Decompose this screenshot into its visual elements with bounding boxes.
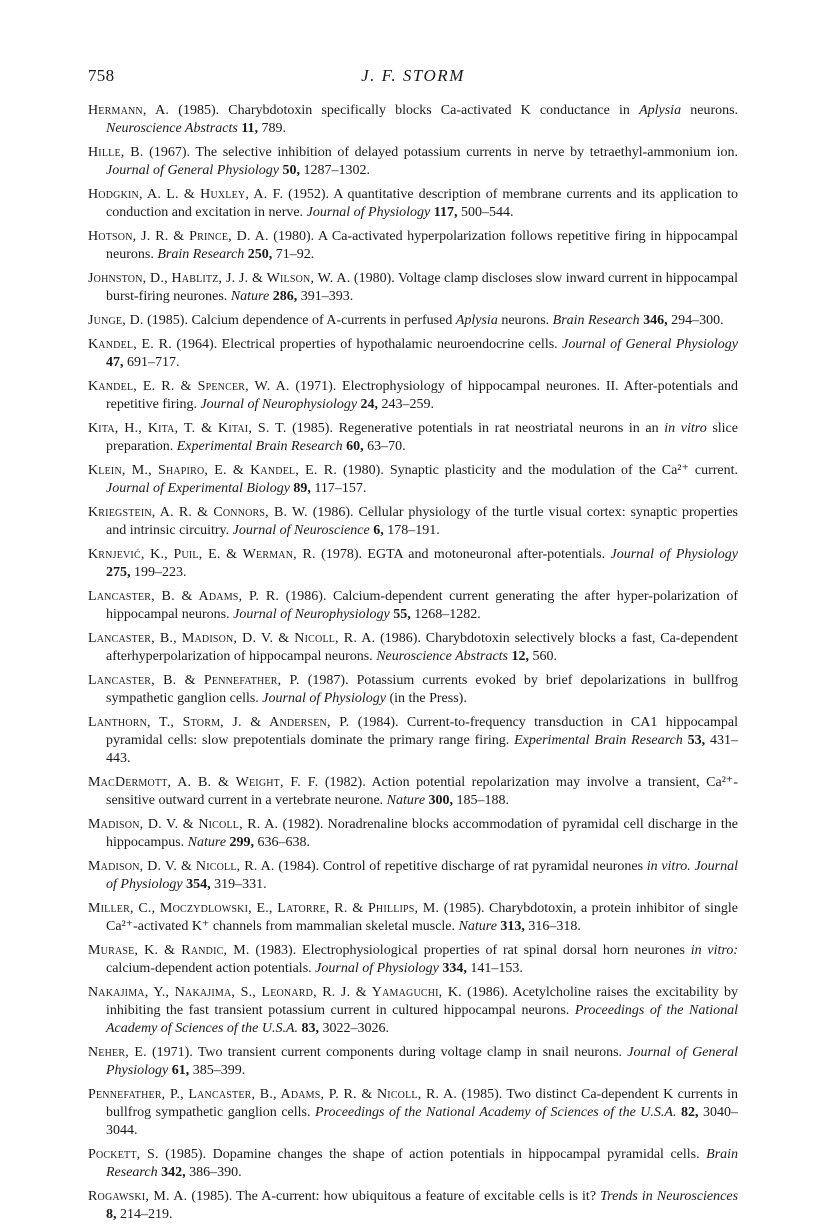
reference-item [88, 1188, 738, 1224]
reference-journal: Nature [458, 919, 497, 934]
reference-year: (1985). [461, 1087, 503, 1102]
reference-title: Dopamine changes the shape of action potentials in hippocampal pyramidal cells. [212, 1147, 700, 1162]
reference-authors: Hermann, A. [88, 103, 170, 118]
reference-title: Two transient current components during voltage clamp in snail neurons. [197, 1045, 623, 1060]
reference-list [88, 102, 738, 1230]
running-title: J. F. STORM [361, 66, 465, 85]
reference-journal: Journal of Neurophysiology [200, 397, 358, 412]
reference-journal: Brain Research [157, 247, 245, 262]
reference-authors: Miller, C., Moczydlowski, E., Latorre, R. & Phillips, M. [88, 901, 440, 916]
reference-authors: Kriegstein, A. R. & Connors, B. W. [88, 505, 308, 520]
reference-title-italic: Aplysia [639, 103, 682, 118]
reference-item [88, 228, 738, 264]
reference-journal: Proceedings of the National Academy of Sciences of the U.S.A. [106, 1003, 738, 1036]
reference-year: (1986). [285, 589, 327, 604]
reference-title: Regenerative potentials in rat neostriatal neurons in an [338, 421, 659, 436]
reference-trailer: (in the Press). [389, 691, 467, 706]
reference-item [88, 630, 738, 666]
reference-item [88, 378, 738, 414]
reference-journal: Journal of Experimental Biology [106, 481, 290, 496]
reference-title: Potassium currents evoked by brief depolarizations in bullfrog sympathetic ganglion cells. [106, 673, 739, 706]
reference-item [88, 546, 738, 582]
reference-title: EGTA and motoneuronal after-potentials. [367, 547, 606, 562]
reference-title: Cellular physiology of the turtle visual cortex: synaptic properties and intrinsic circuitry. [106, 505, 739, 538]
reference-volume: 82, [681, 1105, 699, 1120]
reference-pages: 214–219. [120, 1207, 173, 1222]
reference-volume: 12, [511, 649, 529, 664]
reference-pages: 185–188. [456, 793, 510, 808]
reference-volume: 313, [500, 919, 525, 934]
reference-item [88, 462, 738, 498]
reference-volume: 60, [346, 439, 364, 454]
reference-title-tail: neurons. [690, 103, 739, 118]
reference-title: Electrophysiological properties of rat spinal dorsal horn neurones [302, 943, 685, 958]
reference-title: The selective inhibition of delayed potassium currents in nerve by tetraethyl-ammonium ion. [195, 145, 739, 160]
reference-item [88, 774, 738, 810]
reference-pages: 141–153. [470, 961, 523, 976]
reference-volume: 6, [373, 523, 384, 538]
reference-year: (1985). [191, 1189, 233, 1204]
reference-year: (1986). [312, 505, 354, 520]
reference-item [88, 984, 738, 1038]
reference-year: (1964). [176, 337, 218, 352]
reference-year: (1971). [152, 1045, 193, 1060]
reference-authors: Lanthorn, T., Storm, J. & Andersen, P. [88, 715, 350, 730]
reference-volume: 11, [241, 121, 259, 136]
reference-journal: Experimental Brain Research [176, 439, 343, 454]
reference-authors: Klein, M., Shapiro, E. & Kandel, E. R. [88, 463, 338, 478]
reference-journal: Journal of General Physiology [106, 1045, 739, 1078]
reference-authors: Lancaster, B. & Adams, P. R. [88, 589, 280, 604]
reference-item [88, 672, 738, 708]
reference-title-tail: calcium-dependent action potentials. [106, 961, 312, 976]
reference-title: Electrophysiology of hippocampal neurones. II. After-potentials and repetitive firing. [106, 379, 739, 412]
reference-authors: Murase, K. & Randic, M. [88, 943, 250, 958]
page-header [88, 66, 738, 92]
reference-authors: Lancaster, B. & Pennefather, P. [88, 673, 300, 688]
reference-journal: Journal of General Physiology [106, 163, 280, 178]
reference-volume: 83, [301, 1021, 320, 1036]
reference-pages: 319–331. [214, 877, 267, 892]
reference-journal: Experimental Brain Research [514, 733, 683, 748]
reference-item [88, 144, 738, 180]
reference-title: A Ca-activated hyperpolarization follows repetitive firing in hippocampal neurons. [106, 229, 739, 262]
reference-journal: Brain Research [106, 1147, 739, 1180]
reference-authors: Pennefather, P., Lancaster, B., Adams, P. R. & Nicoll, R. A. [88, 1087, 458, 1102]
reference-title-tail: slice preparation. [106, 421, 738, 454]
reference-title: Charybdotoxin selectively blocks a fast, Ca-dependent afterhyperpolarization of hippocampal neurons. [106, 631, 738, 664]
reference-authors: Rogawski, M. A. [88, 1189, 188, 1204]
reference-volume: 275, [106, 565, 131, 580]
reference-item [88, 900, 738, 936]
reference-volume: 50, [282, 163, 301, 178]
reference-item [88, 1086, 738, 1140]
reference-year: (1985). [165, 1147, 207, 1162]
reference-year: (1980). [343, 463, 384, 478]
reference-volume: 53, [687, 733, 706, 748]
reference-pages: 560. [532, 649, 557, 664]
reference-journal: Nature [187, 835, 227, 850]
reference-pages: 117–157. [314, 481, 367, 496]
reference-item [88, 1044, 738, 1080]
reference-volume: 55, [393, 607, 411, 622]
reference-journal: Trends in Neurosciences [600, 1189, 739, 1204]
reference-authors: Hotson, J. R. & Prince, D. A. [88, 229, 269, 244]
reference-pages: 386–390. [189, 1165, 242, 1180]
reference-title: Voltage clamp discloses slow inward current in hippocampal burst-firing neurones. [106, 271, 739, 304]
reference-year: (1984). [357, 715, 399, 730]
reference-authors: Kandel, E. R. & Spencer, W. A. [88, 379, 290, 394]
reference-authors: Kita, H., Kita, T. & Kitai, S. T. [88, 421, 287, 436]
reference-item [88, 942, 738, 978]
reference-year: (1985). [443, 901, 485, 916]
reference-pages: 199–223. [134, 565, 187, 580]
reference-pages: 1287–1302. [303, 163, 371, 178]
reference-pages: 500–544. [461, 205, 514, 220]
reference-item [88, 1146, 738, 1182]
reference-item [88, 588, 738, 624]
reference-pages: 3040–3044. [106, 1105, 739, 1138]
reference-item [88, 420, 738, 456]
reference-title: Calcium-dependent current generating the after hyper-polarization of hippocampal neurons. [106, 589, 739, 622]
reference-volume: 61, [171, 1063, 190, 1078]
reference-item [88, 102, 738, 138]
reference-year: (1985). [292, 421, 333, 436]
reference-year: (1978). [321, 547, 362, 562]
reference-authors: MacDermott, A. B. & Weight, F. F. [88, 775, 319, 790]
reference-authors: Neher, E. [88, 1045, 147, 1060]
reference-year: (1986). [380, 631, 421, 646]
reference-volume: 47, [106, 355, 124, 370]
reference-item [88, 858, 738, 894]
reference-authors: Johnston, D., Hablitz, J. J. & Wilson, W. A. [88, 271, 351, 286]
reference-volume: 300, [428, 793, 454, 808]
reference-item [88, 714, 738, 768]
reference-volume: 24, [360, 397, 379, 412]
reference-year: (1986). [467, 985, 508, 1000]
reference-authors: Pockett, S. [88, 1147, 159, 1162]
reference-item [88, 186, 738, 222]
reference-journal: Nature [386, 793, 426, 808]
reference-volume: 354, [186, 877, 211, 892]
reference-authors: Lancaster, B., Madison, D. V. & Nicoll, R. A. [88, 631, 376, 646]
reference-journal: Journal of Physiology [610, 547, 739, 562]
reference-pages: 71–92. [275, 247, 315, 262]
reference-pages: 178–191. [387, 523, 440, 538]
reference-journal: Journal of Physiology [106, 859, 738, 892]
reference-volume: 8, [106, 1207, 117, 1222]
reference-title-italic: Aplysia [455, 313, 498, 328]
reference-journal: Brain Research [552, 313, 640, 328]
reference-year: (1980). [353, 271, 395, 286]
reference-title: Two distinct Ca-dependent K currents in bullfrog sympathetic ganglion cells. [106, 1087, 738, 1120]
reference-journal: Journal of Physiology [262, 691, 386, 706]
reference-journal: Nature [230, 289, 270, 304]
reference-journal: Journal of Physiology [306, 205, 431, 220]
reference-journal: Neuroscience Abstracts [376, 649, 508, 664]
reference-authors: Nakajima, Y., Nakajima, S., Leonard, R. J. & Yamaguchi, K. [88, 985, 462, 1000]
page-number: 758 [88, 66, 115, 85]
reference-title-italic: in vitro [664, 421, 707, 436]
reference-pages: 63–70. [367, 439, 406, 454]
reference-title: Synaptic plasticity and the modulation of the Ca²⁺ current. [389, 463, 739, 478]
reference-pages: 789. [261, 121, 287, 136]
reference-journal: Proceedings of the National Academy of Sciences of the U.S.A. [315, 1105, 677, 1120]
reference-year: (1967). [149, 145, 190, 160]
reference-pages: 316–318. [528, 919, 581, 934]
reference-volume: 286, [272, 289, 298, 304]
reference-authors: Madison, D. V. & Nicoll, R. A. [88, 817, 279, 832]
reference-volume: 334, [442, 961, 467, 976]
reference-journal: Journal of General Physiology [562, 337, 739, 352]
reference-volume: 117, [433, 205, 458, 220]
reference-pages: 3022–3026. [322, 1021, 390, 1036]
reference-volume: 299, [229, 835, 255, 850]
reference-volume: 346, [643, 313, 668, 328]
reference-title-italic: in vitro. [646, 859, 691, 874]
reference-title: Charybdotoxin, a protein inhibitor of single Ca²⁺-activated K⁺ channels from mammalian skeletal muscle. [106, 901, 739, 934]
reference-year: (1985). [178, 103, 220, 118]
reference-title-tail: neurons. [501, 313, 550, 328]
reference-year: (1980). [273, 229, 315, 244]
reference-pages: 691–717. [127, 355, 180, 370]
reference-item [88, 504, 738, 540]
reference-pages: 391–393. [300, 289, 354, 304]
reference-pages: 243–259. [381, 397, 435, 412]
reference-journal: Journal of Physiology [315, 961, 439, 976]
reference-title: Electrical properties of hypothalamic neuroendocrine cells. [221, 337, 558, 352]
reference-item [88, 816, 738, 852]
reference-title: Current-to-frequency transduction in CA1 hippocampal pyramidal cells: slow prepotentials dominate the primary range firing. [106, 715, 739, 748]
reference-authors: Hille, B. [88, 145, 144, 160]
reference-authors: Hodgkin, A. L. & Huxley, A. F. [88, 187, 284, 202]
reference-year: (1952). [288, 187, 329, 202]
reference-volume: 250, [247, 247, 273, 262]
reference-journal: Neuroscience Abstracts [106, 121, 238, 136]
reference-title: Control of repetitive discharge of rat pyramidal neurones [322, 859, 644, 874]
reference-title: Acetylcholine raises the excitability by inhibiting the fast transient potassium current in cultured hippocampal neurons. [106, 985, 738, 1018]
reference-year: (1971). [295, 379, 337, 394]
reference-year: (1984). [278, 859, 320, 874]
reference-authors: Kandel, E. R. [88, 337, 172, 352]
reference-journal: Journal of Neurophysiology [233, 607, 390, 622]
reference-volume: 89, [293, 481, 311, 496]
reference-pages: 636–638. [257, 835, 311, 850]
reference-item [88, 336, 738, 372]
reference-authors: Krnjević, K., Puil, E. & Werman, R. [88, 547, 316, 562]
reference-year: (1985). [147, 313, 188, 328]
reference-title: Charybdotoxin specifically blocks Ca-activated K conductance in [228, 103, 630, 118]
reference-pages: 294–300. [671, 313, 724, 328]
reference-authors: Madison, D. V. & Nicoll, R. A. [88, 859, 275, 874]
reference-journal: Journal of Neuroscience [232, 523, 370, 538]
reference-title: Calcium dependence of A-currents in perfused [191, 313, 453, 328]
reference-year: (1987). [307, 673, 349, 688]
reference-title: A quantitative description of membrane currents and its application to conduction and excitation in nerve. [106, 187, 739, 220]
reference-title: Noradrenaline blocks accommodation of pyramidal cell discharge in the hippocampus. [106, 817, 739, 850]
reference-volume: 342, [161, 1165, 186, 1180]
reference-pages: 431–443. [106, 733, 738, 766]
reference-pages: 385–399. [192, 1063, 246, 1078]
reference-item [88, 270, 738, 306]
reference-item [88, 312, 738, 330]
reference-title: The A-current: how ubiquitous a feature of excitable cells is it? [236, 1189, 597, 1204]
reference-authors: Junge, D. [88, 313, 144, 328]
reference-title-italic: in vitro: [690, 943, 739, 958]
reference-year: (1983). [255, 943, 297, 958]
reference-pages: 1268–1282. [414, 607, 481, 622]
reference-year: (1982). [324, 775, 366, 790]
reference-title: Action potential repolarization may involve a transient, Ca²⁺-sensitive outward current in a vertebrate neurone. [106, 775, 738, 808]
reference-year: (1982). [282, 817, 324, 832]
